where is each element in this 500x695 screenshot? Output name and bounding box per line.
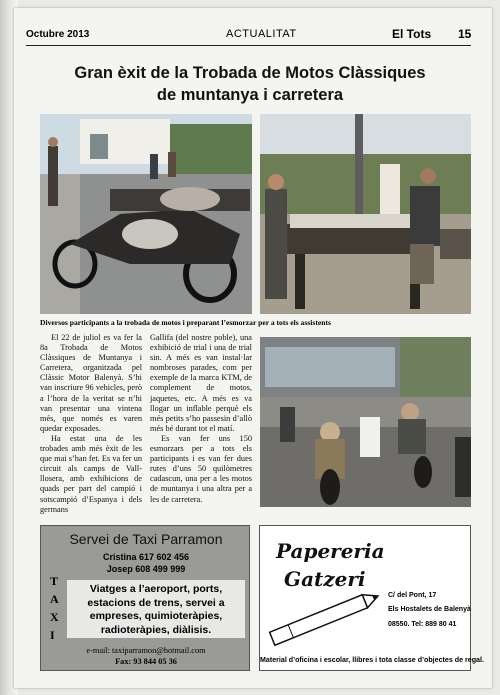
photo-riders: [260, 337, 471, 507]
taxi-services-box: [67, 580, 245, 638]
taxi-vertical-letter: A: [50, 592, 59, 606]
taxi-fax: Fax: 93 844 05 36: [115, 657, 177, 666]
paragraph: El 22 de juliol es va fer la 8a Trobada de Motos Clàssiques de Muntanya i Carretera, organitzada pel Clàssic Motor Balenyà. S’hi van inscriure 96 vehicles, però a l’hora de la veritat se n’hi van presentar una vintena més, que només es varen quedar exposades.: [40, 333, 142, 433]
photo-caption: Diversos participants a la trobada de motos i preparant l’esmorzar per a tots els assistents: [40, 318, 331, 327]
magazine-name: El Tots: [392, 27, 432, 41]
page-header: [26, 26, 471, 46]
pencil-icon: [270, 590, 381, 646]
paragraph: Es van fer uns 150 esmorzars per a tots els participants i es van fer dues rutes d’uns 50 quilòmetres cadascun, una per a les motos de muntanya i una altra per a les de carretera.: [150, 433, 252, 504]
photo-motorcycles: [40, 114, 252, 314]
papereria-street: C/ del Pont, 17: [388, 592, 437, 599]
taxi-service-line: estacions de trens, servei a: [87, 596, 225, 609]
photo-breakfast: [260, 114, 471, 314]
papereria-town: Els Hostalets de Balenyà: [388, 606, 471, 613]
taxi-vertical-letter: X: [50, 610, 59, 624]
papereria-phone: 08550. Tel: 889 80 41: [388, 621, 457, 628]
papereria-logo-line2: Gatzeri: [284, 567, 366, 591]
taxi-phone-josep: Josep 608 499 999: [106, 564, 186, 574]
papereria-logo: [266, 532, 386, 652]
article-title-line2: de muntanya i carretera: [156, 86, 344, 104]
taxi-vertical-letter: I: [50, 628, 55, 642]
section-name: ACTUALITAT: [226, 28, 297, 40]
paragraph: Ha estat una de les trobades amb més èxit de les que mai s’han fet. Es va fer un circuit als camps de Vall-llosera, amb exhibicions de quads per part del campió i sotscampió d’Espanya i dels germans: [40, 433, 142, 514]
page-number: 15: [458, 27, 472, 41]
taxi-service-line: empreses, quimioteràpies,: [89, 610, 223, 622]
article-title: [40, 62, 460, 106]
taxi-service-line: Viatges a l’aeroport, ports,: [89, 583, 223, 595]
taxi-service-line: radioteràpies, diàlisis.: [100, 623, 212, 636]
papereria-logo-line1: Papereria: [276, 539, 385, 563]
article-title-line1: Gran èxit de la Trobada de Motos Clàssiques: [74, 64, 426, 82]
article-column-1: [40, 333, 142, 515]
paragraph: Gallifa (del nostre poble), una exhibició de trial i una de trial sin. A més es van instal·lar nombroses parades, com per exemple de la marca KTM, de complement de motos, jaquetes, etc. A més es va llogar un inflable perquè els més petits s’ho passesin d’allò més bé durant tot el matí.: [150, 333, 252, 433]
taxi-vertical-letter: T: [50, 574, 59, 588]
issue-date: Octubre 2013: [26, 29, 90, 40]
taxi-phone-cristina: Cristina 617 602 456: [102, 552, 190, 562]
taxi-advertisement: [40, 525, 250, 671]
article-column-2: [150, 333, 252, 505]
papereria-advertisement: [259, 525, 484, 671]
papereria-slogan: Material d’oficina i escolar, llibres i tota classe d’objectes de regal.: [260, 656, 484, 664]
taxi-email: e-mail: taxiparramon@hotmail.com: [86, 646, 206, 655]
taxi-ad-title: Servei de Taxi Parramon: [69, 531, 223, 547]
